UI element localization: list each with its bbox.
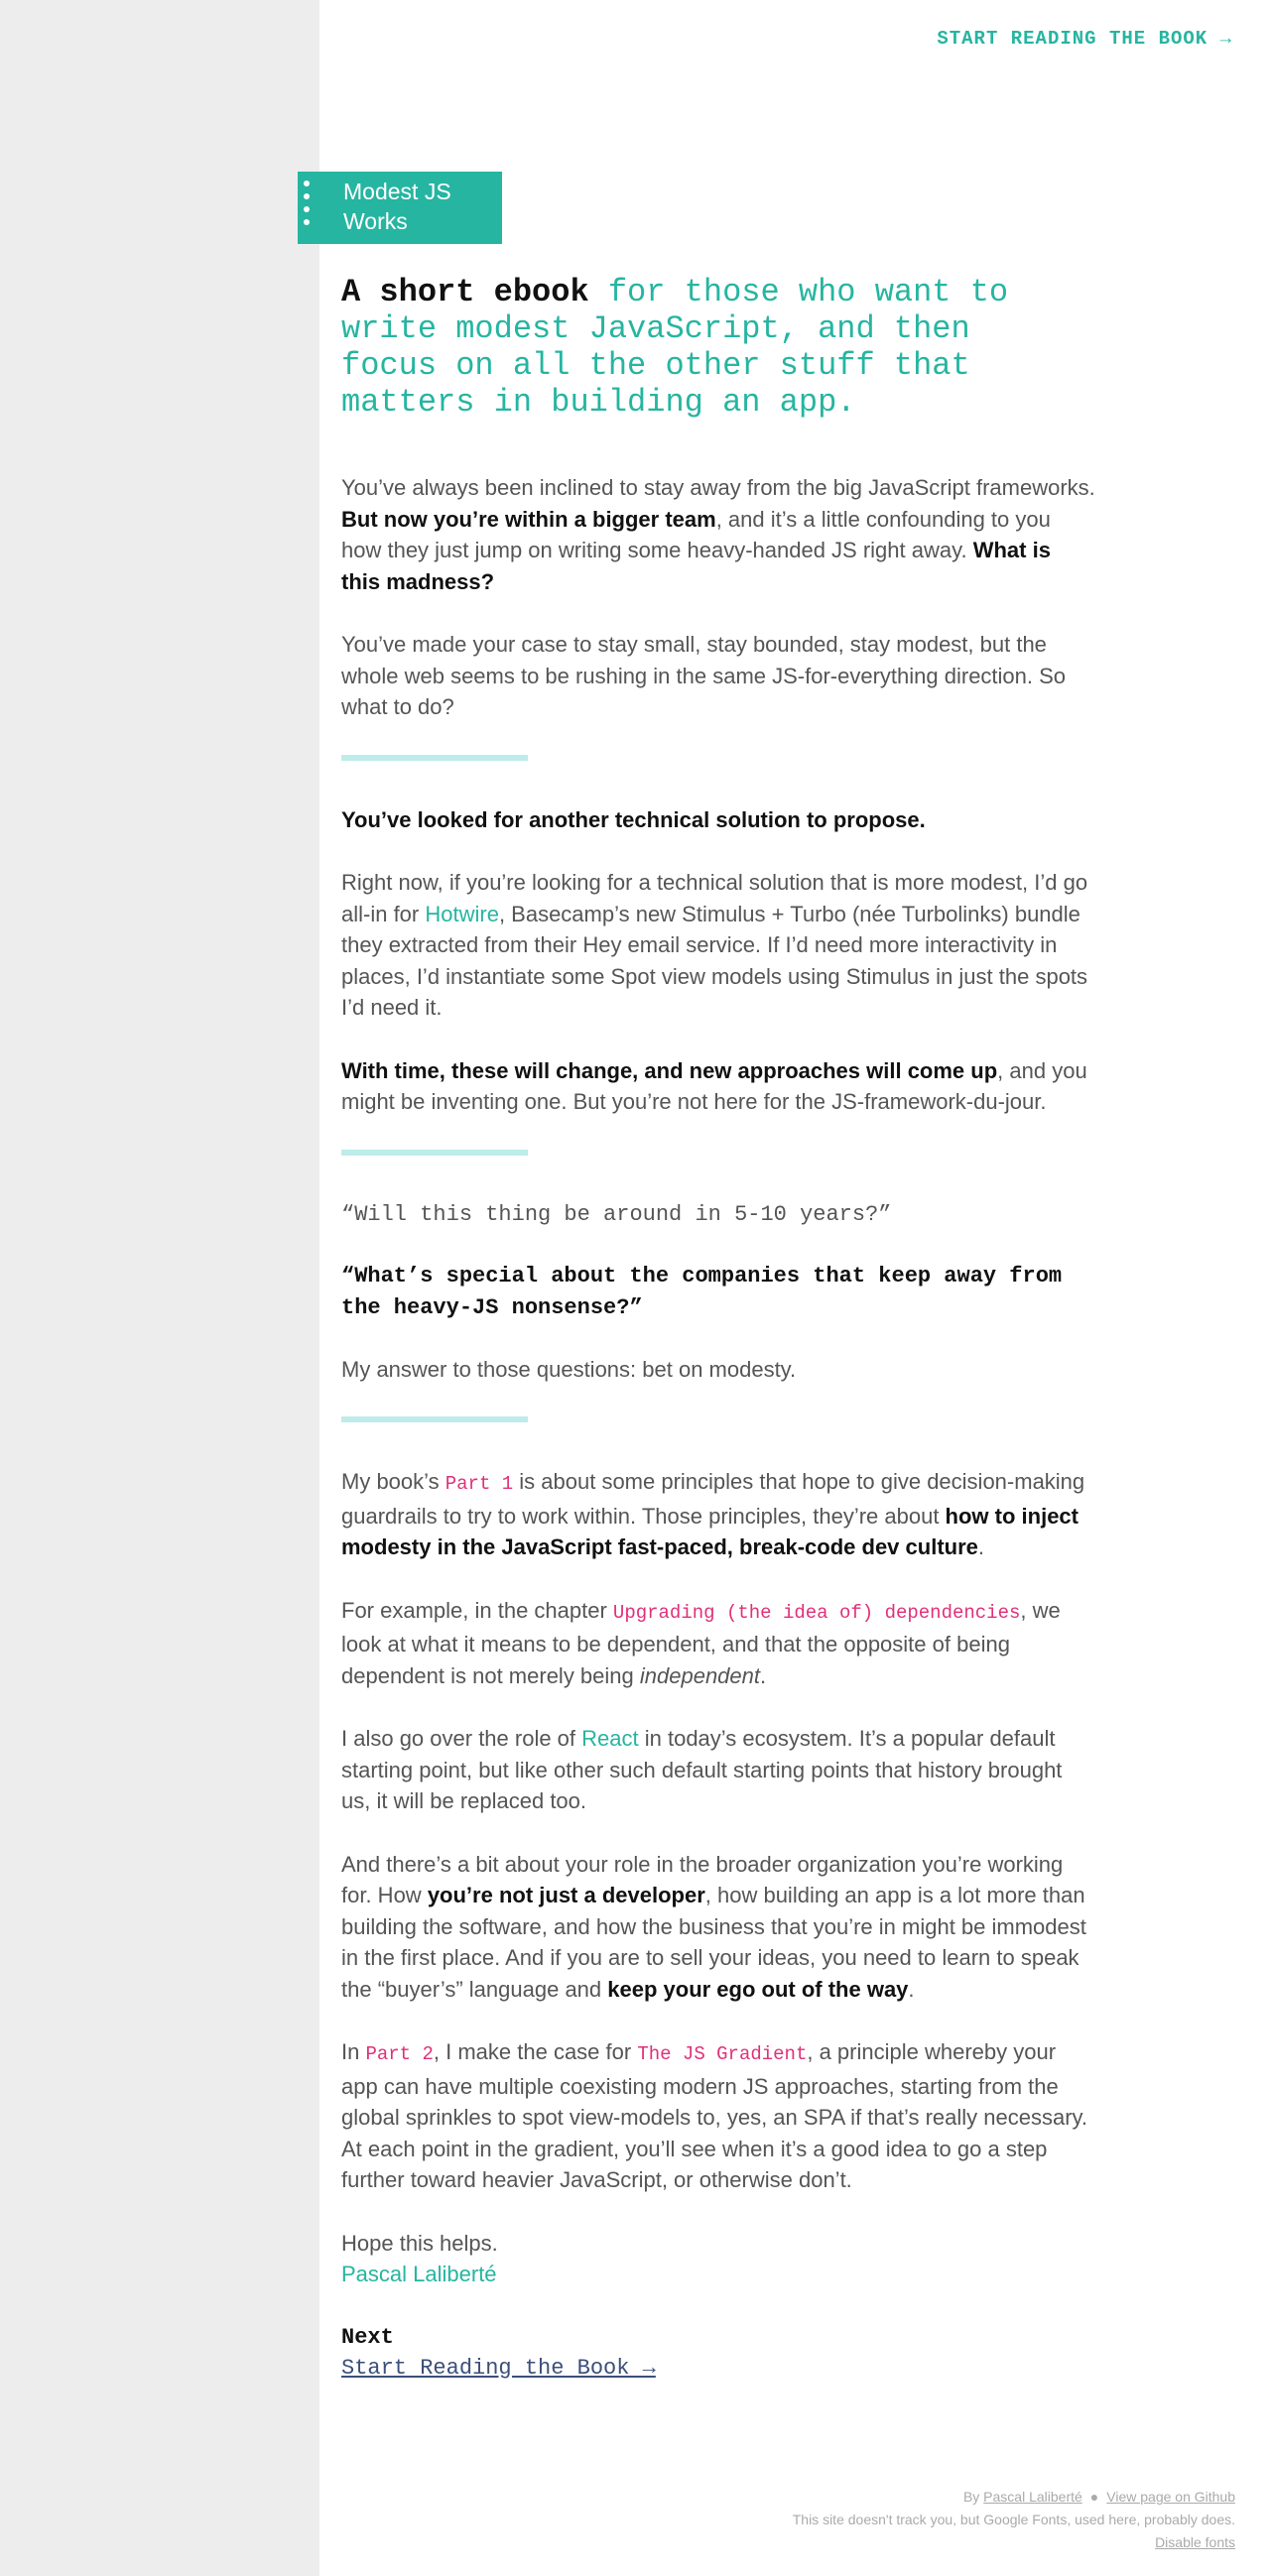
text: is about some principles that hope to give decision-making guardrails to try to work within. Those principles, they’re about	[341, 1469, 1085, 1529]
text: And there’s a bit about your role in the broader organization you’re working for. How	[341, 1851, 1064, 1907]
text: For example, in the chapter	[341, 1597, 613, 1623]
text: In	[341, 2039, 366, 2064]
footer	[793, 2486, 1235, 2554]
question-1: “Will this thing be around in 5-10 years?”	[341, 1201, 892, 1227]
intro-paragraph-1	[341, 472, 1095, 597]
text: , and you might be inventing one. But you’re not here for the JS-framework-du-jour.	[341, 1057, 1087, 1114]
author-link[interactable]: Pascal Laliberté	[341, 2262, 497, 2286]
code-part2: Part 2	[365, 2043, 434, 2065]
react-link[interactable]: React	[581, 1726, 639, 1751]
emphasis: What is this madness?	[341, 538, 1051, 594]
emphasis: With time, these will change, and new approaches will come up	[341, 1057, 998, 1083]
text: , we look at what it means to be dependent, and that the opposite of being dependent is not merely being	[341, 1597, 1061, 1688]
code-js-gradient: The JS Gradient	[637, 2043, 808, 2065]
footer-by: By	[962, 2489, 984, 2505]
code-chapter: Upgrading (the idea of) dependencies	[612, 1601, 1021, 1624]
tracking-note: This site doesn't track you, but Google Fonts, used here, probably does.	[792, 2512, 1235, 2527]
text: .	[977, 1534, 985, 1559]
change-paragraph	[341, 1055, 1095, 1118]
text: I also go over the role of	[341, 1726, 582, 1751]
text: , I make the case for	[433, 2039, 638, 2064]
part1-paragraph	[341, 1466, 1095, 1563]
emphasis: you’re not just a developer	[427, 1883, 705, 1907]
section-divider	[341, 1416, 528, 1422]
react-paragraph	[341, 1723, 1095, 1817]
start-reading-next-link[interactable]: Start Reading the Book →	[341, 2355, 656, 2381]
dependencies-paragraph	[341, 1595, 1095, 1692]
brand-dots-icon	[304, 181, 312, 236]
text: .	[908, 1976, 915, 2002]
code-part1: Part 1	[444, 1473, 514, 1495]
left-rail	[0, 0, 319, 2576]
hotwire-paragraph	[341, 867, 1095, 1024]
start-reading-top-link[interactable]: START READING THE BOOK →	[937, 28, 1232, 50]
text: You’ve always been inclined to stay away from the big JavaScript frameworks.	[341, 475, 1095, 500]
text: , and it’s a little confounding to you how they just jump on writing some heavy-handed JS right away.	[341, 506, 1051, 562]
hotwire-link[interactable]: Hotwire	[425, 901, 499, 926]
brand-logo[interactable]	[298, 172, 502, 244]
main-content	[341, 274, 1095, 2384]
text: , how building an app is a lot more than building the software, and how the business that you’re in might be immodest in the first place. And if you are to sell your ideas, you need to learn to speak the “buyer’s” language and	[341, 1883, 1086, 2002]
emphasis: how to inject modesty in the JavaScript fast-paced, break-code dev culture	[341, 1503, 1079, 1559]
section-heading: You’ve looked for another technical solution to propose.	[341, 806, 926, 832]
footer-credits	[793, 2486, 1235, 2509]
lead-strong: A short ebook	[341, 274, 589, 310]
role-paragraph	[341, 1849, 1095, 2006]
bullet-icon: ●	[1089, 2489, 1099, 2505]
section-divider	[341, 755, 528, 761]
signoff-text: Hope this helps.	[341, 2230, 498, 2256]
text: My book’s	[341, 1469, 445, 1494]
text: in today’s ecosystem. It’s a popular default starting point, but like other such default starting points that history brought us, it will be replaced too.	[341, 1726, 1063, 1813]
disable-fonts-link[interactable]: Disable fonts	[1155, 2534, 1235, 2550]
signoff	[341, 2228, 1095, 2290]
question-2: “What’s special about the companies that keep away from the heavy-JS nonsense?”	[341, 1263, 1063, 1320]
emphasis-italic: independent	[639, 1662, 760, 1688]
answer-paragraph: My answer to those questions: bet on modesty.	[341, 1356, 797, 1382]
next-nav	[341, 2322, 1095, 2384]
part2-paragraph	[341, 2036, 1095, 2196]
section-divider	[341, 1150, 528, 1156]
emphasis: But now you’re within a bigger team	[341, 506, 716, 532]
text: , a principle whereby your app can have multiple coexisting modern JS approaches, starting from the global sprinkles to spot view-models to, yes, an SPA if that’s really necessary. At each point in the gradient, you’ll see when it’s a good idea to go a step further toward heavier JavaScript, or otherwise don’t.	[341, 2039, 1088, 2192]
text: Right now, if you’re looking for a technical solution that is more modest, I’d go all-in for	[341, 870, 1088, 926]
text: .	[760, 1662, 767, 1688]
emphasis: keep your ego out of the way	[607, 1976, 909, 2002]
github-link[interactable]: View page on Github	[1106, 2489, 1235, 2505]
next-label: Next	[341, 2324, 394, 2350]
text: , Basecamp’s new Stimulus + Turbo (née Turbolinks) bundle they extracted from their Hey email service. If I’d need more interactivity in places, I’d instantiate some Spot view models using Stimulus in just the spots I’d need it.	[341, 901, 1088, 1020]
footer-author-link[interactable]: Pascal Laliberté	[983, 2489, 1082, 2505]
brand-name: Modest JS Works	[343, 179, 451, 234]
intro-paragraph-2: You’ve made your case to stay small, stay bounded, stay modest, but the whole web seems to be rushing in the same JS-for-everything direction. So what to do?	[341, 632, 1067, 719]
lead-heading	[341, 274, 1016, 421]
lead-rest: for those who want to write modest JavaScript, and then focus on all the other stuff that matters in building an app.	[341, 274, 1009, 421]
